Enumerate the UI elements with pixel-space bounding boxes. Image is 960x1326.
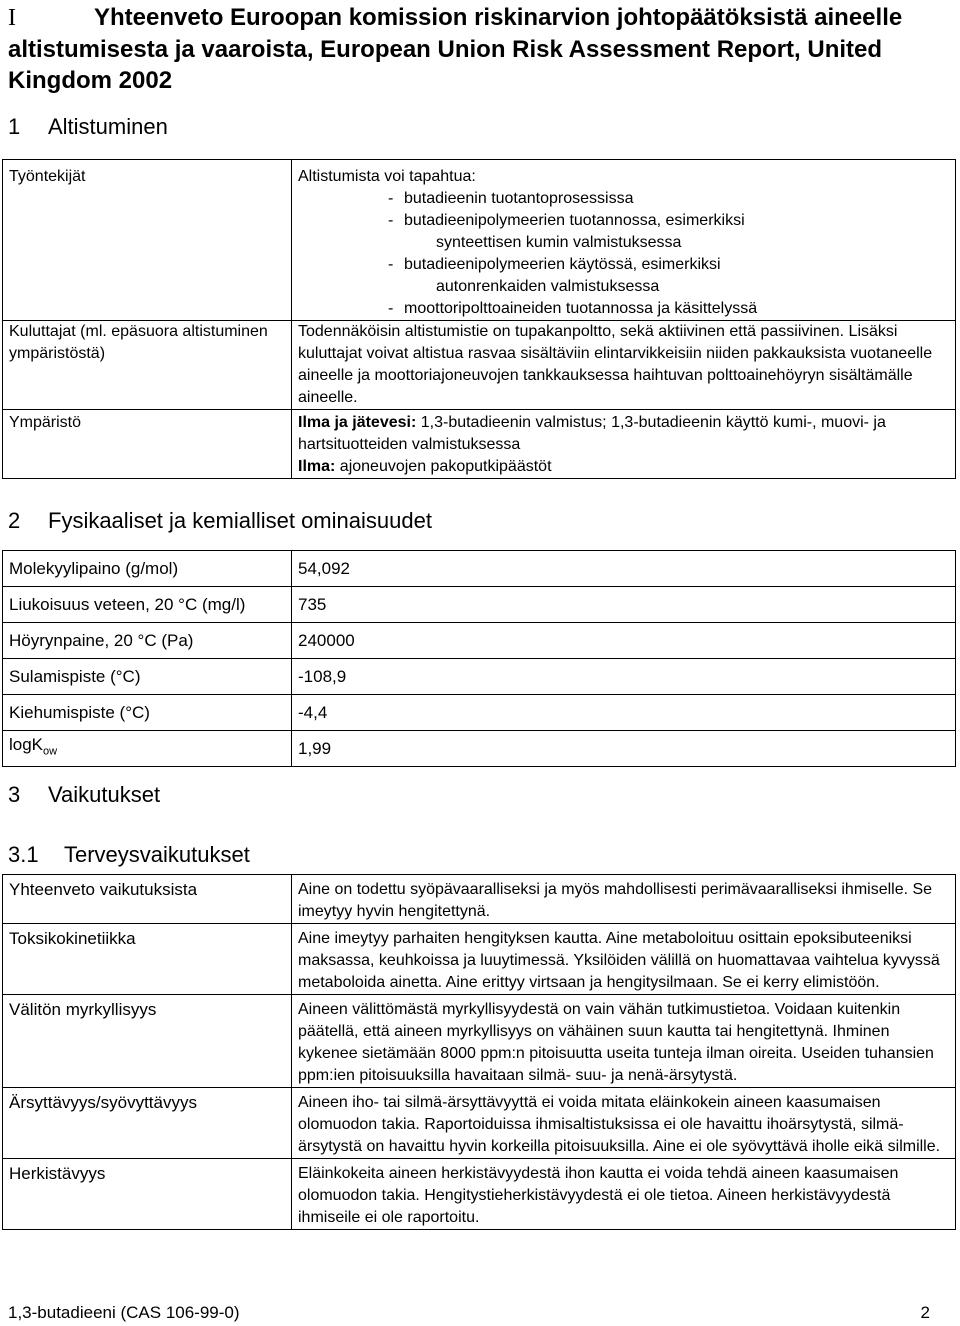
footer-text: 1,3-butadieeni (CAS 106-99-0) bbox=[8, 1303, 240, 1322]
section-3-1-heading bbox=[8, 842, 250, 868]
row-label: Herkistävyys bbox=[3, 1159, 292, 1230]
property-label: Molekyylipaino (g/mol) bbox=[3, 551, 292, 587]
property-value: 54,092 bbox=[292, 551, 956, 587]
section-1-heading bbox=[8, 114, 168, 140]
section-2-heading bbox=[8, 508, 432, 534]
property-label: logK$_{ow}$ bbox=[3, 731, 292, 767]
property-label: Höyrynpaine, 20 °C (Pa) bbox=[3, 623, 292, 659]
property-label: Sulamispiste (°C) bbox=[3, 659, 292, 695]
exposure-table bbox=[2, 159, 956, 479]
row-content: Aine on todettu syöpävaaralliseksi ja myös mahdollisesti perimävaaralliseksi ihmiselle. Se imeytyy hyvin hengitettynä. bbox=[292, 875, 956, 924]
list-item: - butadieenipolymeerien tuotannossa, esimerkiksi bbox=[388, 212, 745, 229]
table-row bbox=[3, 587, 956, 623]
row-label: Välitön myrkyllisyys bbox=[3, 995, 292, 1088]
row-label: Yhteenveto vaikutuksista bbox=[3, 875, 292, 924]
table-row bbox=[3, 410, 956, 479]
row-content bbox=[292, 160, 956, 321]
property-value: -4,4 bbox=[292, 695, 956, 731]
list-item: - butadieenipolymeerien käytössä, esimerkiksi bbox=[388, 256, 721, 273]
table-row bbox=[3, 731, 956, 767]
properties-table bbox=[2, 550, 956, 767]
table-row bbox=[3, 659, 956, 695]
title-roman-numeral: I bbox=[8, 5, 16, 31]
table-row bbox=[3, 623, 956, 659]
table-row bbox=[3, 924, 956, 995]
section-number: 1 bbox=[8, 114, 21, 139]
list-item-continuation: autonrenkaiden valmistuksessa bbox=[436, 278, 660, 295]
section-title: Vaikutukset bbox=[48, 782, 161, 807]
property-label: Liukoisuus veteen, 20 °C (mg/l) bbox=[3, 587, 292, 623]
section-title: Terveysvaikutukset bbox=[64, 842, 250, 867]
section-3-heading bbox=[8, 782, 160, 808]
row-content: Ilma ja jätevesi: 1,3-butadieenin valmistus; 1,3-butadieenin käyttö kumi-, muovi- ja hartsituotteiden valmistuksessa Ilma: ajoneuvojen pakoputkipäästöt bbox=[292, 410, 956, 479]
exposure-intro: Altistumista voi tapahtua: bbox=[298, 168, 476, 185]
property-value: -108,9 bbox=[292, 659, 956, 695]
property-label: Kiehumispiste (°C) bbox=[3, 695, 292, 731]
row-content: Aineen iho- tai silmä-ärsyttävyyttä ei voida mitata eläinkokein aineen kaasumaisen olomuodon takia. Raportoiduissa ihmisaltistuksissa ei ole havaittu ihoärsytystä, silmä-ärsytystä on havaittu hyvin korkeilla pitoisuuksilla. Aine ei ole syövyttävä iholle eikä silmille. bbox=[292, 1088, 956, 1159]
list-item: - butadieenin tuotantoprosessissa bbox=[388, 190, 634, 207]
row-label: Ärsyttävyys/syövyttävyys bbox=[3, 1088, 292, 1159]
section-title: Altistuminen bbox=[48, 114, 168, 139]
row-label: Toksikokinetiikka bbox=[3, 924, 292, 995]
table-row bbox=[3, 695, 956, 731]
list-item-continuation: synteettisen kumin valmistuksessa bbox=[436, 234, 682, 251]
row-label: Ympäristö bbox=[3, 410, 292, 479]
row-label: Työntekijät bbox=[3, 160, 292, 321]
table-row bbox=[3, 160, 956, 321]
title-text: Yhteenveto Euroopan komission riskinarvion johtopäätöksistä aineelle altistumisesta ja vaaroista, European Union Risk Assessment Report, United Kingdom 2002 bbox=[8, 4, 903, 94]
document-title bbox=[8, 2, 948, 96]
section-number: 3.1 bbox=[8, 842, 39, 867]
table-row bbox=[3, 551, 956, 587]
table-row bbox=[3, 875, 956, 924]
table-row bbox=[3, 1088, 956, 1159]
table-row bbox=[3, 995, 956, 1088]
page-number: 2 bbox=[920, 1303, 930, 1322]
row-content: Aineen välittömästä myrkyllisyydestä on vain vähän tutkimustietoa. Voidaan kuitenkin päätellä, että aineen myrkyllisyys on vähäinen suun kautta tai hengitettynä. Ihminen kykenee sietämään 8000 ppm:n pitoisuutta useita tunteja ilman oireita. Useiden tuhansien ppm:ien pitoisuuksilla havaitaan silmä- suu- ja nenä-ärsytystä. bbox=[292, 995, 956, 1088]
table-row bbox=[3, 321, 956, 410]
row-label: Kuluttajat (ml. epäsuora altistuminen ympäristöstä) bbox=[3, 321, 292, 410]
section-number: 3 bbox=[8, 782, 21, 807]
table-row bbox=[3, 1159, 956, 1230]
row-content: Todennäköisin altistumistie on tupakanpoltto, sekä aktiivinen että passiivinen. Lisäksi kuluttajat voivat altistua rasvaa sisältäviin elintarvikkeisiin niiden pakkauksista vuotaneelle aineelle ja moottoriajoneuvojen tankkauksessa haihtuvan polttoainehöyryn sisältämälle aineelle. bbox=[292, 321, 956, 410]
property-value: 240000 bbox=[292, 623, 956, 659]
property-value: 735 bbox=[292, 587, 956, 623]
row-content: Eläinkokeita aineen herkistävyydestä ihon kautta ei voida tehdä aineen kaasumaisen olomuodon takia. Hengitystieherkistävyydestä ei ole tietoa. Aineen herkistävyydestä ihmiseile ei ole raportoitu. bbox=[292, 1159, 956, 1230]
page-footer bbox=[8, 1302, 930, 1324]
row-content: Aine imeytyy parhaiten hengityksen kautta. Aine metaboloituu osittain epoksibuteeniksi maksassa, keuhkoissa ja luuytimessä. Yksilöiden välillä on huomattavaa vaihtelua kyvyssä metaboloida ainetta. Aine erittyy virtsaan ja hengitysilmaan. Se ei kerry elimistöön. bbox=[292, 924, 956, 995]
section-title: Fysikaaliset ja kemialliset ominaisuudet bbox=[48, 508, 432, 533]
health-effects-table bbox=[2, 874, 956, 1230]
property-value: 1,99 bbox=[292, 731, 956, 767]
list-item: - moottoripolttoaineiden tuotannossa ja käsittelyssä bbox=[388, 300, 758, 317]
section-number: 2 bbox=[8, 508, 21, 533]
